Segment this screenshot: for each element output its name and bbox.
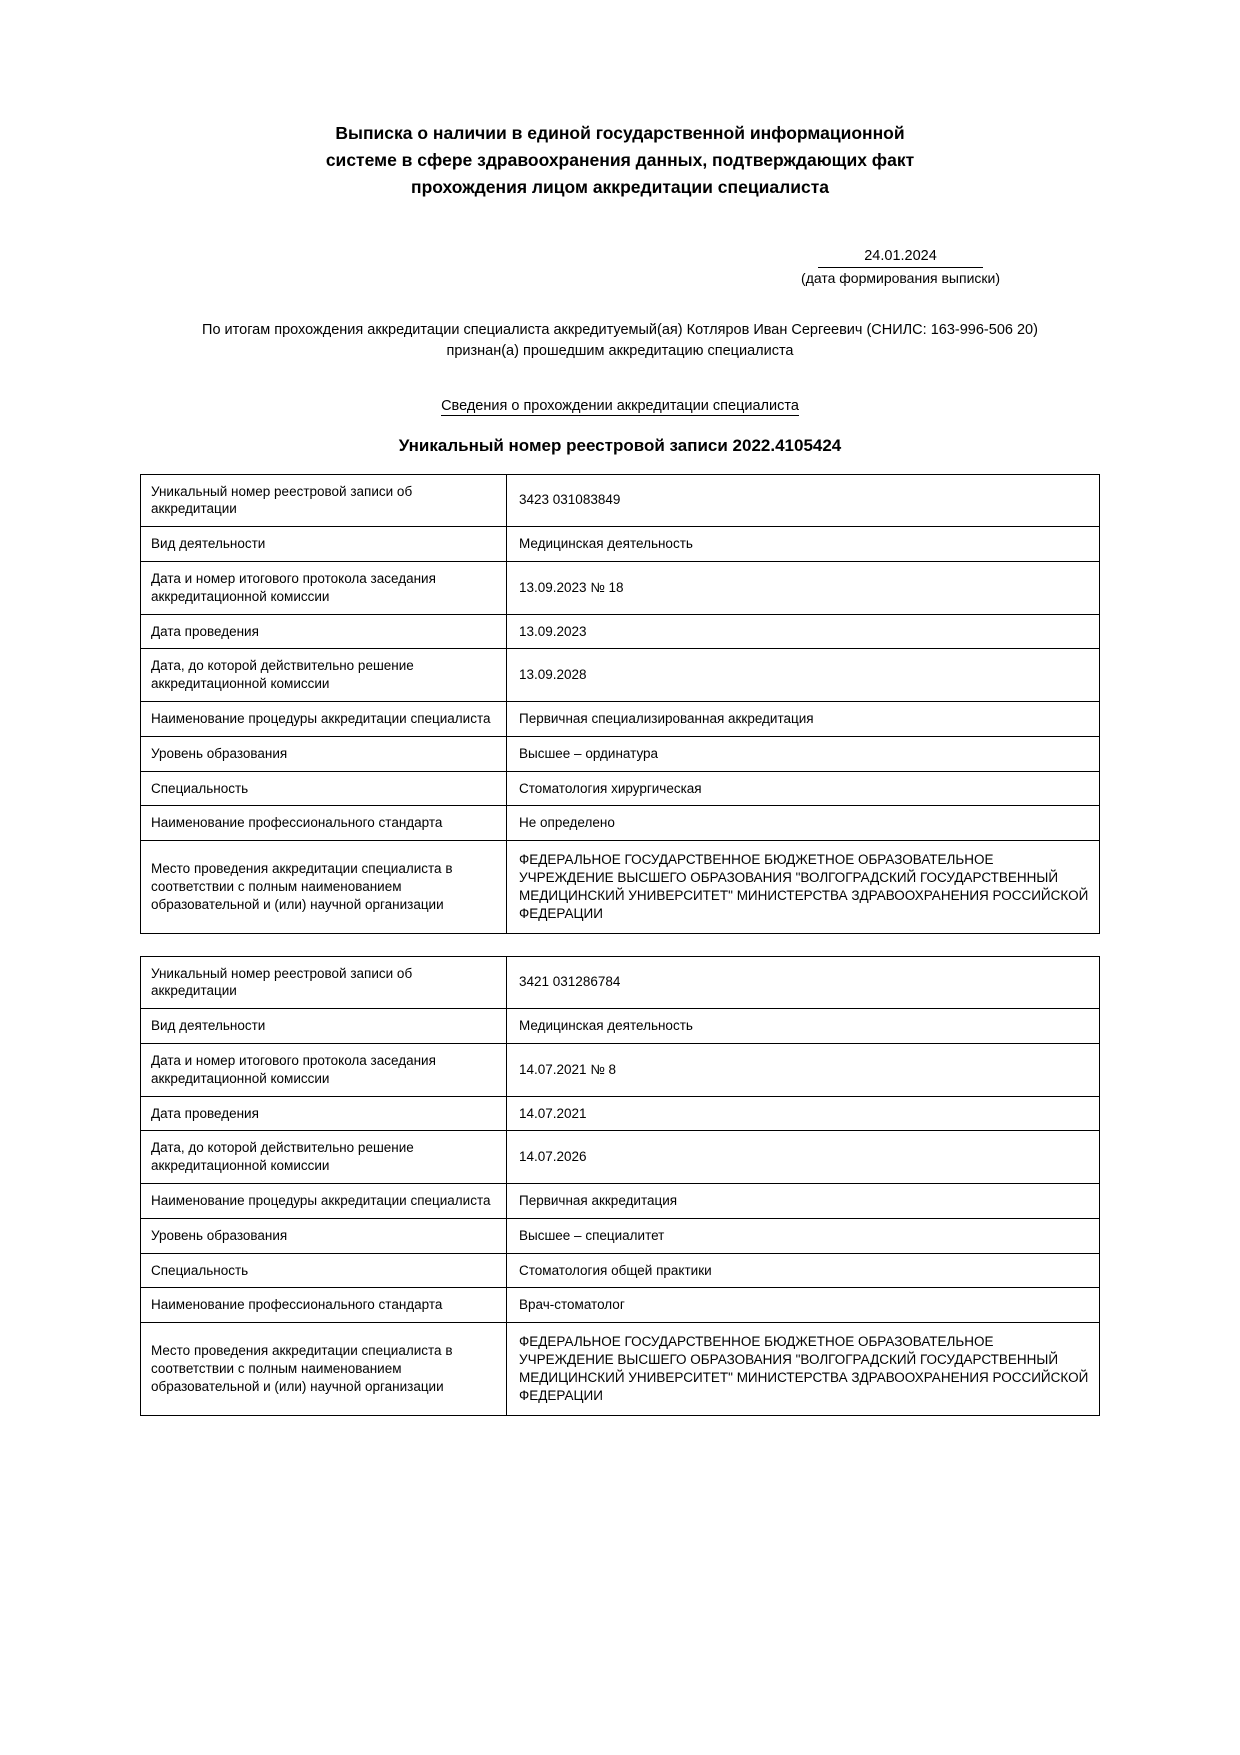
row-value-procedure-name: Первичная специализированная аккредитация: [507, 702, 1100, 737]
table-row: [141, 614, 1100, 649]
table-row: [141, 474, 1100, 527]
table-row: [141, 956, 1100, 1009]
row-value-activity-type: Медицинская деятельность: [507, 1009, 1100, 1044]
row-value-activity-type: Медицинская деятельность: [507, 527, 1100, 562]
row-label-procedure-name: Наименование процедуры аккредитации специалиста: [141, 1184, 507, 1219]
table-row: [141, 841, 1100, 933]
row-label-protocol: Дата и номер итогового протокола заседания аккредитационной комиссии: [141, 561, 507, 614]
row-value-speciality: Стоматология хирургическая: [507, 771, 1100, 806]
row-label-valid-until: Дата, до которой действительно решение аккредитационной комиссии: [141, 649, 507, 702]
row-label-education-level: Уровень образования: [141, 1218, 507, 1253]
row-value-date-held: 14.07.2021: [507, 1096, 1100, 1131]
row-label-speciality: Специальность: [141, 771, 507, 806]
table-row: [141, 1184, 1100, 1219]
row-value-protocol: 13.09.2023 № 18: [507, 561, 1100, 614]
table-row: [141, 1009, 1100, 1044]
row-label-reg-number: Уникальный номер реестровой записи об аккредитации: [141, 474, 507, 527]
row-label-place: Место проведения аккредитации специалиста в соответствии с полным наименованием образовательной и (или) научной организации: [141, 1323, 507, 1415]
table-row: [141, 527, 1100, 562]
table-row: [141, 561, 1100, 614]
title-line-2: системе в сфере здравоохранения данных, подтверждающих факт: [325, 150, 915, 171]
table-row: [141, 1323, 1100, 1415]
row-label-place: Место проведения аккредитации специалиста в соответствии с полным наименованием образовательной и (или) научной организации: [141, 841, 507, 933]
record-heading: Уникальный номер реестровой записи 2022.4105424: [398, 435, 842, 455]
table-row: [141, 736, 1100, 771]
accreditation-table-2: [140, 956, 1100, 1416]
row-value-education-level: Высшее – специалитет: [507, 1218, 1100, 1253]
section-title: [140, 398, 1100, 414]
table-row: [141, 771, 1100, 806]
title-line-1: Выписка о наличии в единой государственной информационной: [335, 123, 905, 143]
row-label-valid-until: Дата, до которой действительно решение аккредитационной комиссии: [141, 1131, 507, 1184]
intro-paragraph: [140, 320, 1100, 362]
row-value-date-held: 13.09.2023: [507, 614, 1100, 649]
row-value-reg-number: 3423 031083849: [507, 474, 1100, 527]
row-value-reg-number: 3421 031286784: [507, 956, 1100, 1009]
row-value-protocol: 14.07.2021 № 8: [507, 1043, 1100, 1096]
section-title-text: Сведения о прохождении аккредитации специалиста: [441, 397, 799, 414]
page-title: [270, 120, 970, 201]
title-line-3: прохождения лицом аккредитации специалиста: [411, 177, 829, 198]
row-value-procedure-name: Первичная аккредитация: [507, 1184, 1100, 1219]
row-label-procedure-name: Наименование процедуры аккредитации специалиста: [141, 702, 507, 737]
accreditation-table-1: [140, 474, 1100, 934]
row-value-speciality: Стоматология общей практики: [507, 1253, 1100, 1288]
row-value-prof-standard: Не определено: [507, 806, 1100, 841]
form-date-value: 24.01.2024: [818, 247, 983, 267]
row-value-education-level: Высшее – ординатура: [507, 736, 1100, 771]
row-label-date-held: Дата проведения: [141, 614, 507, 649]
row-value-valid-until: 14.07.2026: [507, 1131, 1100, 1184]
table-row: [141, 702, 1100, 737]
table-row: [141, 1043, 1100, 1096]
row-label-activity-type: Вид деятельности: [141, 1009, 507, 1044]
row-label-protocol: Дата и номер итогового протокола заседания аккредитационной комиссии: [141, 1043, 507, 1096]
row-label-date-held: Дата проведения: [141, 1096, 507, 1131]
row-value-prof-standard: Врач-стоматолог: [507, 1288, 1100, 1323]
row-value-place: ФЕДЕРАЛЬНОЕ ГОСУДАРСТВЕННОЕ БЮДЖЕТНОЕ ОБРАЗОВАТЕЛЬНОЕ УЧРЕЖДЕНИЕ ВЫСШЕГО ОБРАЗОВАНИЯ "ВОЛГОГРАДСКИЙ ГОСУДАРСТВЕННЫЙ МЕДИЦИНСКИЙ УНИВЕРСИТЕТ" МИНИСТЕРСТВА ЗДРАВООХРАНЕНИЯ РОССИЙСКОЙ ФЕДЕРАЦИИ: [507, 841, 1100, 933]
row-value-place: ФЕДЕРАЛЬНОЕ ГОСУДАРСТВЕННОЕ БЮДЖЕТНОЕ ОБРАЗОВАТЕЛЬНОЕ УЧРЕЖДЕНИЕ ВЫСШЕГО ОБРАЗОВАНИЯ "ВОЛГОГРАДСКИЙ ГОСУДАРСТВЕННЫЙ МЕДИЦИНСКИЙ УНИВЕРСИТЕТ" МИНИСТЕРСТВА ЗДРАВООХРАНЕНИЯ РОССИЙСКОЙ ФЕДЕРАЦИИ: [507, 1323, 1100, 1415]
table-row: [141, 1288, 1100, 1323]
table-row: [141, 806, 1100, 841]
table-row: [141, 1253, 1100, 1288]
form-date-block: [140, 247, 1100, 285]
table-row: [141, 649, 1100, 702]
row-label-education-level: Уровень образования: [141, 736, 507, 771]
row-label-activity-type: Вид деятельности: [141, 527, 507, 562]
row-value-valid-until: 13.09.2028: [507, 649, 1100, 702]
table-row: [141, 1218, 1100, 1253]
intro-line-1: По итогам прохождения аккредитации специалиста аккредитуемый(ая) Котляров Иван Сергеевич (СНИЛС: 163-996-506 20): [202, 321, 1038, 338]
table-row: [141, 1131, 1100, 1184]
row-label-prof-standard: Наименование профессионального стандарта: [141, 1288, 507, 1323]
row-label-prof-standard: Наименование профессионального стандарта: [141, 806, 507, 841]
row-label-reg-number: Уникальный номер реестровой записи об аккредитации: [141, 956, 507, 1009]
row-label-speciality: Специальность: [141, 1253, 507, 1288]
table-row: [141, 1096, 1100, 1131]
intro-line-2: признан(а) прошедшим аккредитацию специалиста: [446, 342, 794, 359]
form-date-caption: (дата формирования выписки): [801, 269, 1000, 286]
